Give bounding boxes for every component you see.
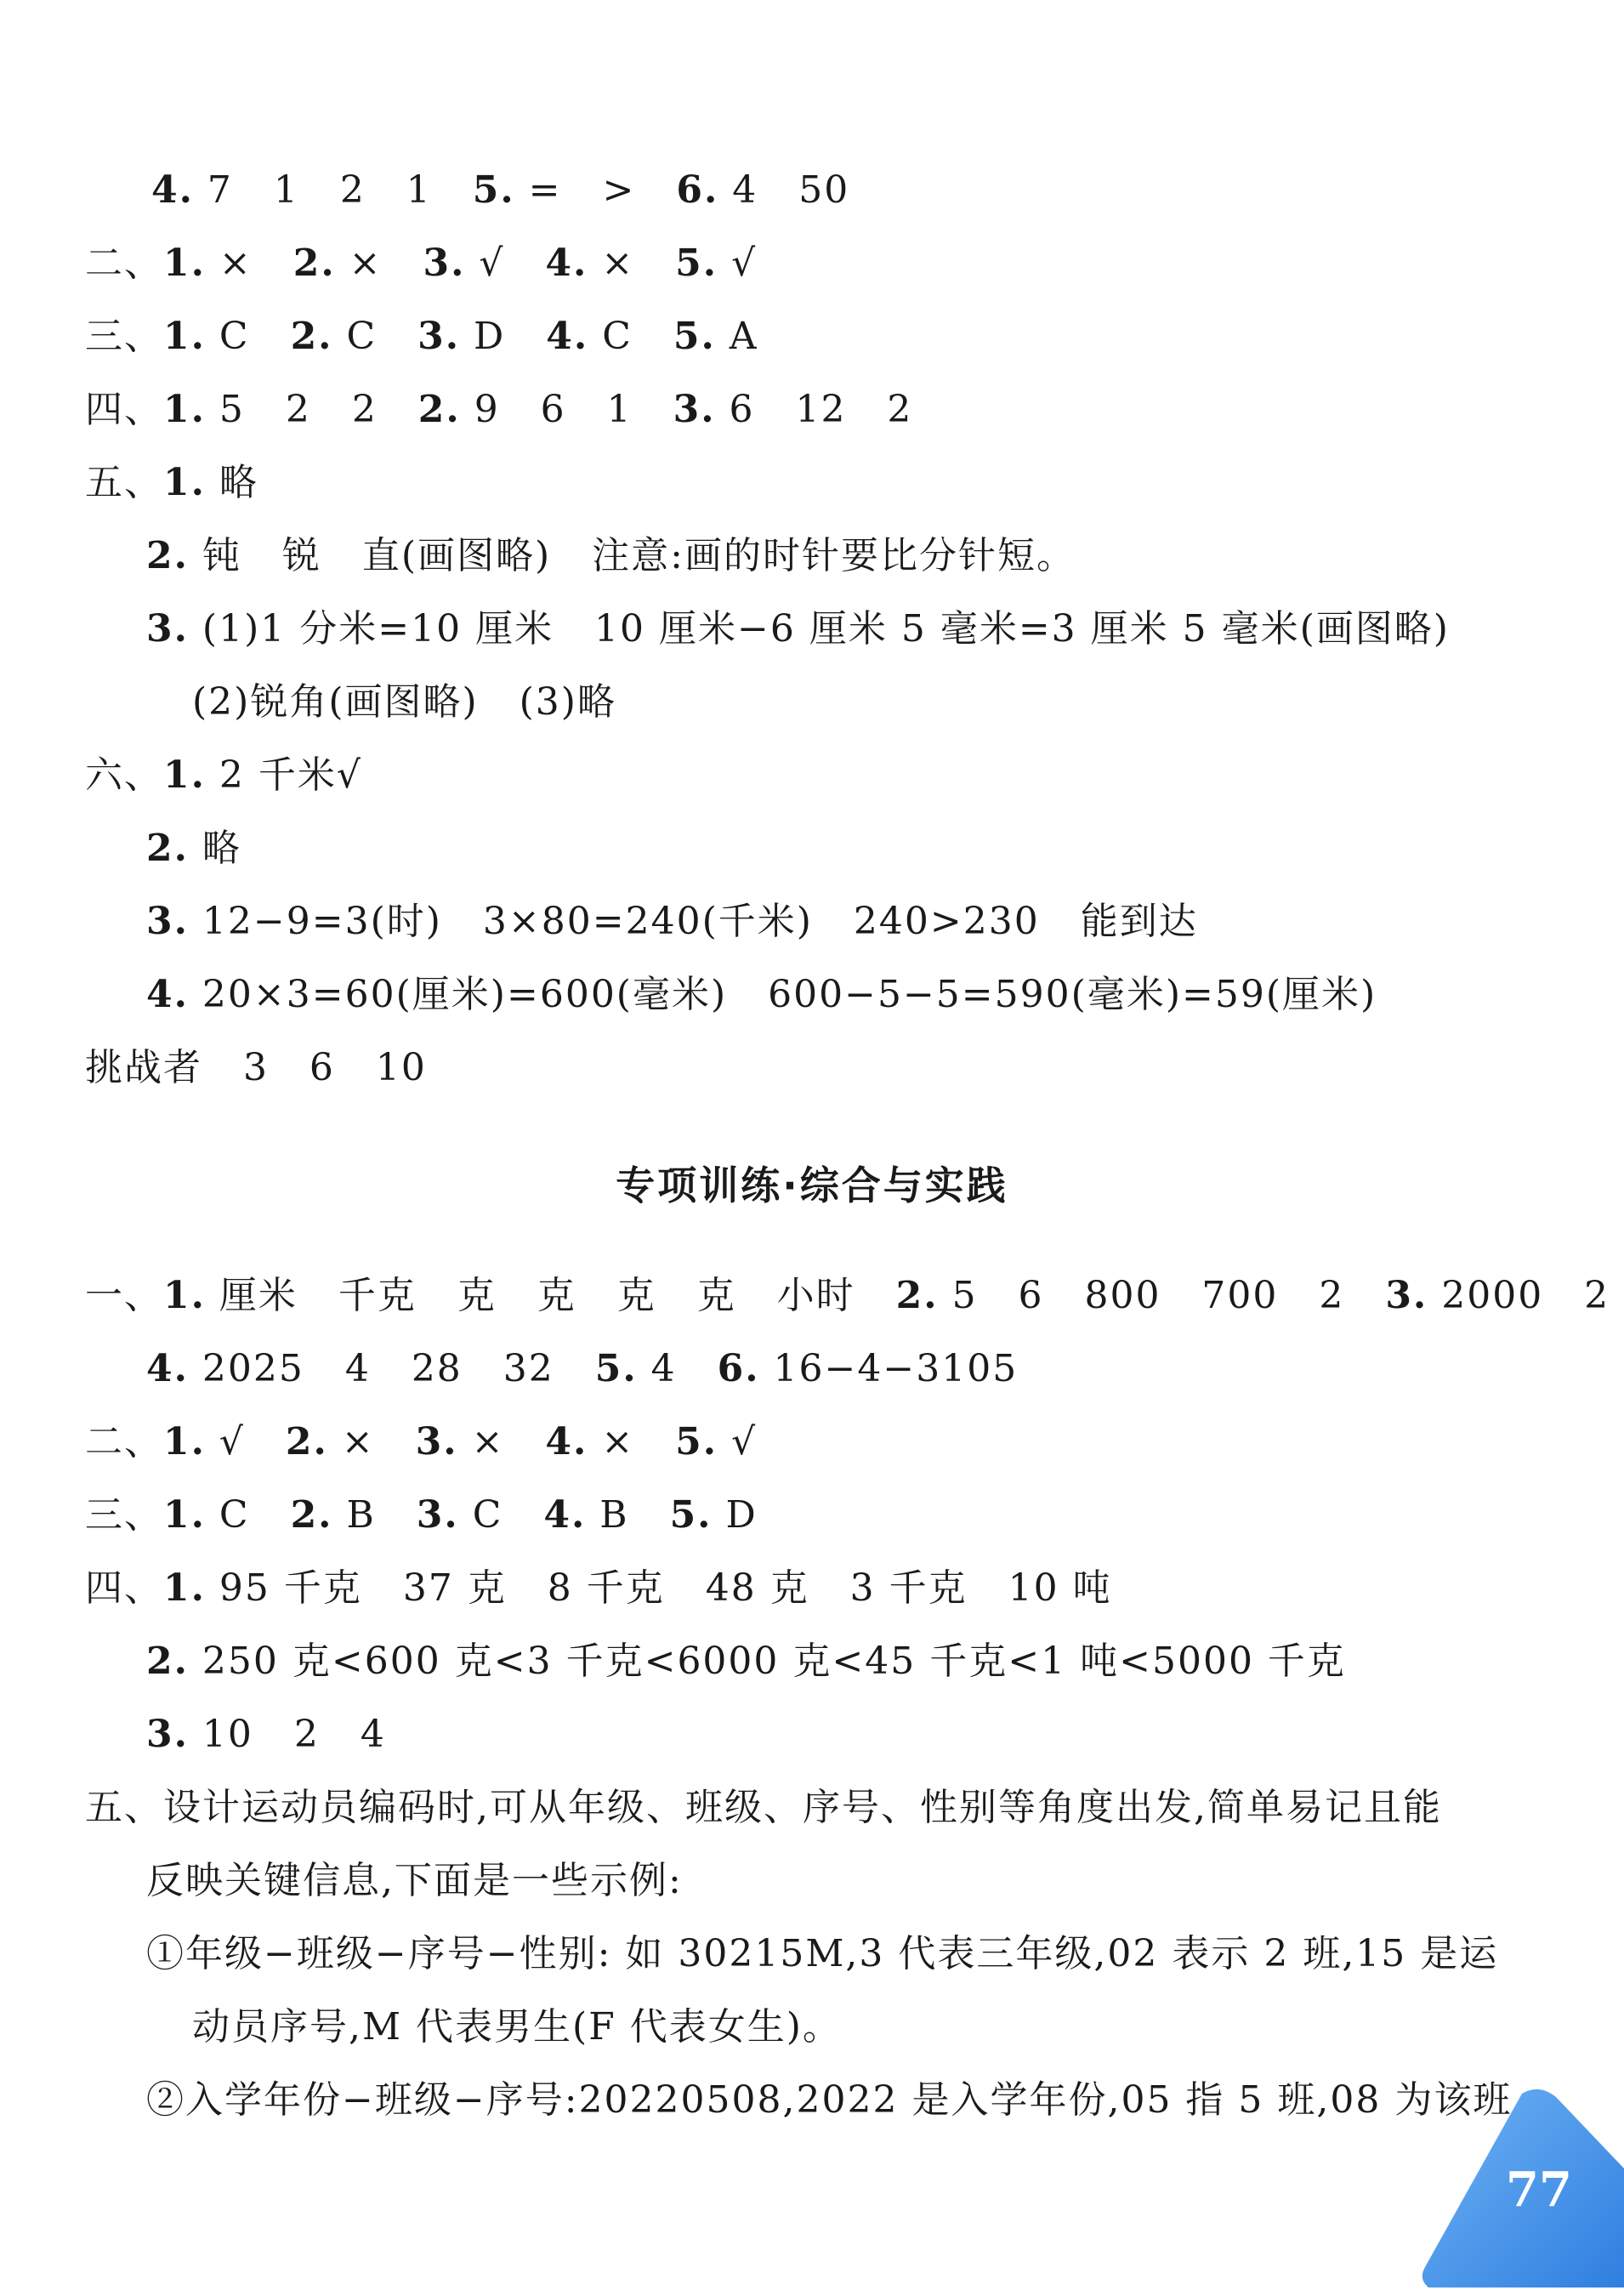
question-number: 2.: [417, 388, 461, 431]
answer-line: [85, 1490, 758, 1541]
answer-text: C: [205, 1493, 291, 1537]
answer-text: 略: [188, 827, 241, 870]
answer-line: [85, 1417, 757, 1468]
answer-text: D: [712, 1493, 758, 1537]
answer-line: [85, 750, 362, 801]
page-number: 77: [1506, 2162, 1572, 2218]
answer-text: √: [465, 242, 546, 285]
answer-text: 2000 2: [1428, 1274, 1610, 1317]
question-number: 3.: [416, 1493, 459, 1537]
answer-line: [85, 311, 758, 362]
answer-line: [146, 604, 1450, 655]
question-number: 1.: [163, 1420, 206, 1463]
answer-line: [146, 1344, 1018, 1395]
answer-text: √: [205, 1420, 286, 1463]
answer-text: 钝 锐 直(画图略) 注意:画的时针要比分针短。: [188, 534, 1076, 577]
answer-text: 9 6 1: [460, 388, 673, 431]
answer-text: ②入学年份−班级−序号:20220508,2022 是入学年份,05 指 5 班,08 为该班: [146, 2078, 1513, 2122]
answer-text: 20×3=60(厘米)=600(毫米) 600−5−5=590(毫米)=59(厘米): [188, 973, 1377, 1016]
question-number: 2.: [290, 1493, 333, 1537]
question-number: 4.: [543, 1493, 587, 1537]
answer-text: 三、: [85, 1493, 163, 1537]
answer-text: C: [458, 1493, 544, 1537]
answer-line: [146, 531, 1076, 582]
answer-line: [85, 1270, 1610, 1321]
answer-text: C: [332, 315, 418, 358]
answer-text: ×: [327, 1420, 416, 1463]
answer-text: 六、: [85, 753, 163, 797]
answer-text: C: [588, 315, 673, 358]
answer-line: [146, 1709, 386, 1760]
question-number: 4.: [146, 973, 189, 1016]
answer-text: 2 千米√: [205, 753, 362, 797]
answer-line: [192, 2002, 842, 2053]
question-number: 5.: [472, 168, 515, 212]
question-number: 2.: [146, 1640, 189, 1683]
question-number: 6.: [717, 1347, 760, 1390]
question-number: 3.: [1385, 1274, 1428, 1317]
answer-text: 挑战者 3 6 10: [85, 1046, 427, 1089]
answer-text: ①年级−班级−序号−性别: 如 30215M,3 代表三年级,02 表示 2 班,15 是运: [146, 1932, 1499, 1975]
question-number: 4.: [546, 315, 589, 358]
section-title: 专项训练·综合与实践: [616, 1162, 1008, 1208]
answer-text: (1)1 分米=10 厘米 10 厘米−6 厘米 5 毫米=3 厘米 5 毫米(画图略): [188, 607, 1450, 651]
question-number: 6.: [676, 168, 719, 212]
question-number: 4.: [151, 168, 194, 212]
answer-line: [146, 1929, 1498, 1980]
question-number: 1.: [163, 1566, 206, 1610]
answer-text: √: [718, 242, 758, 285]
question-number: 5.: [675, 242, 718, 285]
answer-text: √: [718, 1420, 758, 1463]
answer-text: 12−9=3(时) 3×80=240(千米) 240>230 能到达: [188, 900, 1198, 943]
answer-text: 6 12 2: [715, 388, 913, 431]
answer-text: C: [205, 315, 291, 358]
question-number: 1.: [163, 315, 206, 358]
answer-line: [85, 238, 757, 289]
question-number: 5.: [669, 1493, 713, 1537]
answer-text: A: [715, 315, 758, 358]
answer-text: 一、: [85, 1274, 163, 1317]
answer-line: [146, 896, 1198, 947]
answer-text: 16−4−3105: [759, 1347, 1019, 1390]
question-number: 3.: [415, 1420, 458, 1463]
answer-text: 略: [205, 461, 258, 504]
question-number: 2.: [285, 1420, 328, 1463]
question-number: 2.: [292, 242, 336, 285]
answer-text: 五、: [85, 461, 163, 504]
answer-line: [146, 823, 241, 874]
answer-line: [146, 1636, 1346, 1687]
answer-line: [85, 1043, 427, 1094]
answer-text: 5 6 800 700 2: [938, 1274, 1386, 1317]
question-number: 1.: [163, 1493, 206, 1537]
answer-line: [146, 1856, 683, 1907]
question-number: 3.: [673, 388, 716, 431]
question-number: 2.: [146, 827, 189, 870]
answer-text: 二、: [85, 1420, 163, 1463]
answer-text: ×: [205, 242, 293, 285]
question-number: 3.: [423, 242, 466, 285]
answer-line: [85, 1782, 1442, 1833]
answer-text: 2025 4 28 32: [188, 1347, 595, 1390]
answer-text: ×: [588, 242, 676, 285]
answer-line: [85, 1563, 1112, 1614]
answer-text: 250 克<600 克<3 千克<6000 克<45 千克<1 吨<5000 千克: [188, 1640, 1346, 1683]
question-number: 5.: [594, 1347, 638, 1390]
question-number: 2.: [895, 1274, 939, 1317]
answer-line: [192, 677, 616, 728]
question-number: 1.: [163, 1274, 206, 1317]
answer-text: 厘米 千克 克 克 克 克 小时: [205, 1274, 896, 1317]
question-number: 4.: [545, 242, 588, 285]
answer-text: D: [460, 315, 547, 358]
question-number: 4.: [146, 1347, 189, 1390]
answer-text: 三、: [85, 315, 163, 358]
answer-text: 四、: [85, 388, 163, 431]
question-number: 3.: [146, 1713, 189, 1756]
answer-text: 10 2 4: [188, 1713, 386, 1756]
answer-text: 二、: [85, 242, 163, 285]
answer-line: [146, 969, 1377, 1020]
question-number: 2.: [290, 315, 333, 358]
answer-text: ×: [457, 1420, 546, 1463]
answer-text: B: [332, 1493, 417, 1537]
answer-text: ×: [588, 1420, 676, 1463]
answer-text: 动员序号,M 代表男生(F 代表女生)。: [192, 2005, 842, 2049]
answer-text: 4: [637, 1347, 718, 1390]
answer-text: B: [586, 1493, 670, 1537]
question-number: 3.: [146, 900, 189, 943]
question-number: 1.: [163, 753, 206, 797]
answer-text: 四、: [85, 1566, 163, 1610]
answer-text: 7 1 2 1: [193, 168, 473, 212]
question-number: 1.: [163, 388, 206, 431]
answer-text: (2)锐角(画图略) (3)略: [192, 680, 616, 724]
answer-text: 5 2 2: [205, 388, 418, 431]
question-number: 2.: [146, 534, 189, 577]
answer-text: ×: [335, 242, 423, 285]
question-number: 1.: [163, 242, 206, 285]
question-number: 5.: [675, 1420, 718, 1463]
answer-line: [85, 457, 258, 509]
answer-text: 五、设计运动员编码时,可从年级、班级、序号、性别等角度出发,简单易记且能: [85, 1786, 1442, 1829]
answer-line: [151, 165, 849, 216]
answer-text: 反映关键信息,下面是一些示例:: [146, 1859, 683, 1902]
answer-line: [146, 2075, 1512, 2126]
question-number: 3.: [417, 315, 461, 358]
question-number: 3.: [146, 607, 189, 651]
question-number: 1.: [163, 461, 206, 504]
question-number: 4.: [545, 1420, 588, 1463]
answer-text: = >: [514, 168, 677, 212]
answer-text: 4 50: [718, 168, 850, 212]
answer-text: 95 千克 37 克 8 千克 48 克 3 千克 10 吨: [205, 1566, 1112, 1610]
question-number: 5.: [673, 315, 716, 358]
answer-line: [85, 384, 912, 435]
